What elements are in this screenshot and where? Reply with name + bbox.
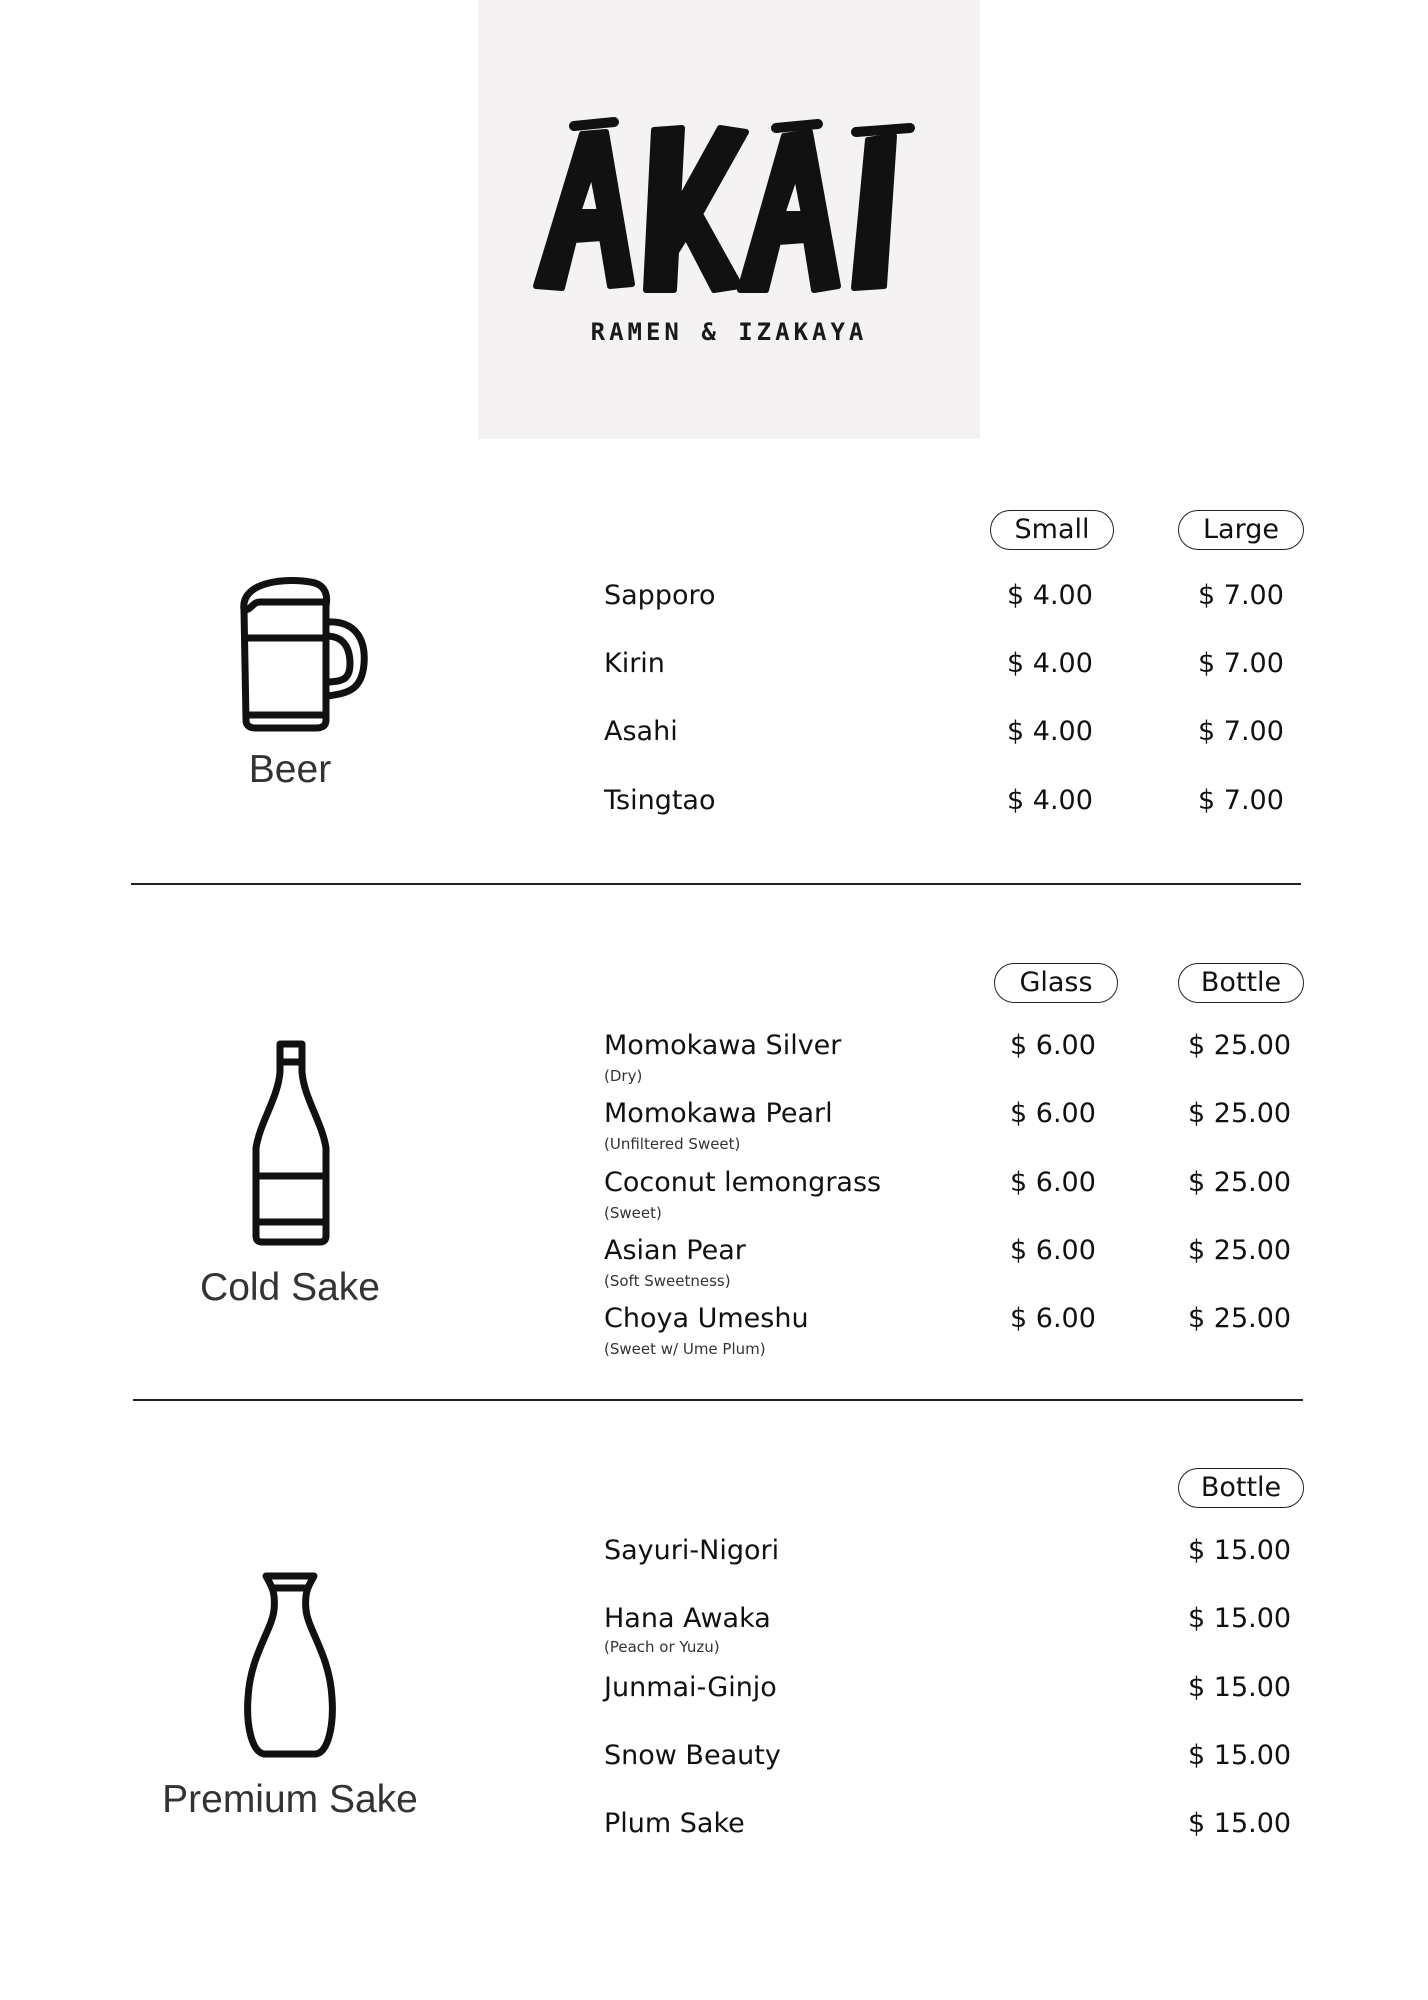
sake-flask-icon <box>240 1570 340 1760</box>
menu-item-name: Asian Pear <box>604 1235 746 1266</box>
menu-item-name: Coconut lemongrass <box>604 1167 882 1198</box>
menu-item-price-glass: $ 6.00 <box>1010 1303 1096 1334</box>
menu-item-name: Plum Sake <box>604 1808 745 1839</box>
category-label-beer: Beer <box>248 748 332 791</box>
menu-item-name: Sapporo <box>604 580 716 611</box>
menu-item-price-glass: $ 6.00 <box>1010 1235 1096 1266</box>
menu-item-note: (Soft Sweetness) <box>604 1272 731 1290</box>
menu-item-price-bottle: $ 15.00 <box>1188 1740 1292 1771</box>
column-bottle-pill: Bottle <box>1178 963 1304 1003</box>
menu-item-price-bottle: $ 25.00 <box>1188 1167 1292 1198</box>
menu-item-price-large: $ 7.00 <box>1198 648 1284 679</box>
menu-item-name: Junmai-Ginjo <box>604 1672 777 1703</box>
logo-tagline: RAMEN & IZAKAYA <box>590 318 868 346</box>
premium-sake-section <box>0 1400 1428 2000</box>
menu-item-price-bottle: $ 15.00 <box>1188 1535 1292 1566</box>
column-bottle-pill: Bottle <box>1178 1468 1304 1508</box>
menu-item-name: Momokawa Pearl <box>604 1098 833 1129</box>
beer-section <box>0 0 1428 900</box>
menu-item-name: Sayuri-Nigori <box>604 1535 780 1566</box>
menu-item-note: (Peach or Yuzu) <box>604 1638 720 1656</box>
beer-mug-icon <box>230 570 370 740</box>
column-small-pill: Small <box>990 510 1114 550</box>
menu-item-note: (Sweet) <box>604 1204 662 1222</box>
menu-item-price-small: $ 4.00 <box>1007 648 1093 679</box>
column-large-pill: Large <box>1178 510 1304 550</box>
menu-item-price-bottle: $ 25.00 <box>1188 1098 1292 1129</box>
column-glass-pill: Glass <box>994 963 1118 1003</box>
menu-item-name: Hana Awaka <box>604 1603 771 1634</box>
sake-bottle-icon <box>246 1038 336 1248</box>
menu-item-price-large: $ 7.00 <box>1198 580 1284 611</box>
menu-item-price-small: $ 4.00 <box>1007 580 1093 611</box>
menu-item-price-bottle: $ 25.00 <box>1188 1030 1292 1061</box>
menu-item-price-small: $ 4.00 <box>1007 716 1093 747</box>
menu-item-name: Choya Umeshu <box>604 1303 809 1334</box>
menu-item-note: (Dry) <box>604 1067 643 1085</box>
menu-item-name: Kirin <box>604 648 665 679</box>
menu-item-name: Tsingtao <box>604 785 716 816</box>
menu-item-name: Momokawa Silver <box>604 1030 842 1061</box>
menu-item-price-large: $ 7.00 <box>1198 716 1284 747</box>
menu-item-price-bottle: $ 15.00 <box>1188 1603 1292 1634</box>
menu-item-price-bottle: $ 25.00 <box>1188 1303 1292 1334</box>
menu-item-price-bottle: $ 15.00 <box>1188 1672 1292 1703</box>
menu-item-price-bottle: $ 15.00 <box>1188 1808 1292 1839</box>
cold-sake-section <box>0 900 1428 1400</box>
menu-item-price-large: $ 7.00 <box>1198 785 1284 816</box>
section-divider <box>131 883 1301 885</box>
menu-item-price-small: $ 4.00 <box>1007 785 1093 816</box>
menu-item-price-bottle: $ 25.00 <box>1188 1235 1292 1266</box>
category-label-cold-sake: Cold Sake <box>200 1266 380 1309</box>
menu-item-price-glass: $ 6.00 <box>1010 1167 1096 1198</box>
category-label-premium-sake: Premium Sake <box>162 1778 418 1821</box>
menu-item-note: (Unfiltered Sweet) <box>604 1135 741 1153</box>
menu-item-price-glass: $ 6.00 <box>1010 1098 1096 1129</box>
menu-item-price-glass: $ 6.00 <box>1010 1030 1096 1061</box>
menu-item-note: (Sweet w/ Ume Plum) <box>604 1340 766 1358</box>
menu-item-name: Asahi <box>604 716 678 747</box>
menu-item-name: Snow Beauty <box>604 1740 781 1771</box>
